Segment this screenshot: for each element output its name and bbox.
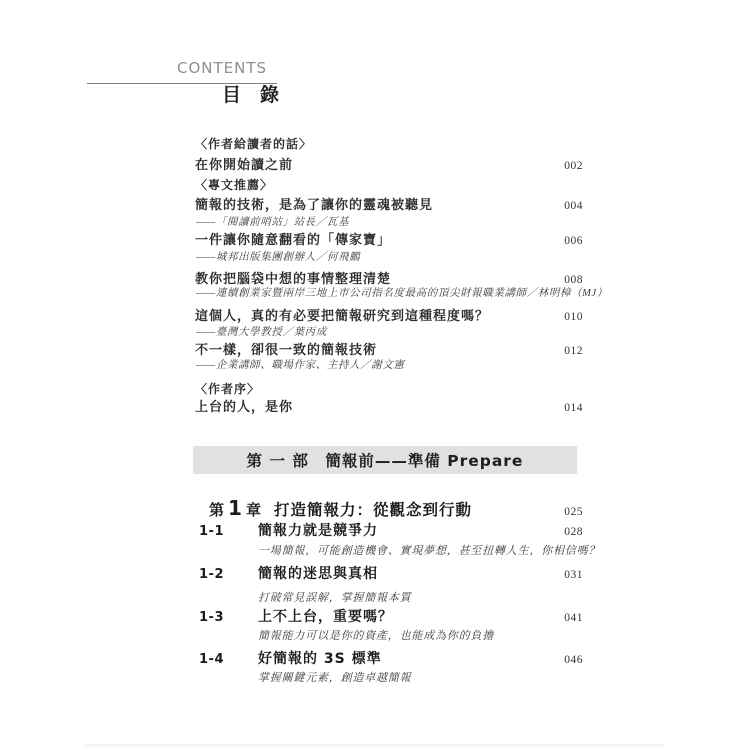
contents-label: CONTENTS [177, 59, 268, 77]
chapter-label-post: 章 [245, 501, 261, 519]
toc-section-label: 〈作者給讀者的話〉 [195, 137, 313, 151]
toc-entry [195, 271, 583, 287]
toc-entry-title: 上台的人，是你 [195, 399, 294, 414]
toc-entry-attribution: ——「閱讀前哨站」站長／瓦基 [196, 217, 350, 228]
subsection-number: 1-2 [199, 567, 224, 582]
toc-entry-title: 一件讓你隨意翻看的「傳家寶」 [195, 232, 392, 247]
toc-entry [195, 232, 583, 248]
subsection-page: 041 [564, 612, 583, 624]
subsection-note: 一場簡報，可能創造機會、實現夢想，甚至扭轉人生，你相信嗎？ [258, 545, 601, 557]
subsection-page: 031 [564, 569, 583, 581]
toc-entry [195, 157, 583, 173]
toc-entry-attribution: ——企業講師、職場作家、主持人／謝文憲 [196, 360, 405, 371]
page-bottom-strip [85, 744, 665, 747]
part-header: 第 一 部 簡報前——準備 Prepare [193, 446, 577, 474]
toc-subsection [199, 566, 583, 583]
toc-entry-title: 在你開始讀之前 [195, 157, 294, 172]
subsection-title: 好簡報的 3S 標準 [258, 651, 382, 667]
chapter-row [209, 496, 583, 520]
toc-entry [195, 308, 583, 324]
subsection-title: 簡報力就是競爭力 [258, 523, 378, 539]
toc-entry-page: 014 [564, 402, 583, 414]
chapter-number: 1 [228, 496, 242, 520]
toc-entry-page: 004 [564, 200, 583, 212]
toc-entry-attribution: ——連續創業家暨兩岸三地上市公司指名度最高的頂尖財報職業講師／林明樟（MJ） [196, 288, 608, 299]
subsection-title: 上不上台，重要嗎？ [258, 609, 393, 625]
toc-subsection [199, 523, 583, 540]
toc-entry [195, 399, 583, 415]
toc-entry [195, 342, 583, 358]
chapter-label-pre: 第 [209, 501, 225, 519]
toc-entry-page: 010 [564, 311, 583, 323]
subsection-number: 1-4 [199, 652, 224, 667]
toc-subsection [199, 609, 583, 626]
toc-entry-page: 006 [564, 235, 583, 247]
subsection-title: 簡報的迷思與真相 [258, 566, 378, 582]
toc-entry-attribution: ——城邦出版集團創辦人／何飛鵬 [196, 252, 361, 263]
subsection-note: 簡報能力可以是你的資產，也能成為你的負擔 [258, 630, 494, 642]
subsection-page: 028 [564, 526, 583, 538]
toc-subsection [199, 651, 583, 668]
toc-section-label: 〈專文推薦〉 [195, 178, 274, 192]
toc-entry-title: 不一樣，卻很一致的簡報技術 [195, 342, 378, 357]
subsection-note: 掌握關鍵元素，創造卓越簡報 [258, 672, 412, 684]
toc-entry [195, 197, 583, 213]
toc-entry-title: 簡報的技術，是為了讓你的靈魂被聽見 [195, 197, 434, 212]
subsection-note: 打破常見誤解，掌握簡報本質 [258, 592, 412, 604]
subsection-number: 1-3 [199, 610, 224, 625]
header-divider [87, 83, 277, 84]
subsection-number: 1-1 [199, 524, 224, 539]
toc-entry-attribution: ——臺灣大學教授／葉丙成 [196, 327, 327, 338]
chapter-page: 025 [564, 506, 583, 518]
toc-entry-page: 008 [564, 274, 583, 286]
toc-entry-title: 這個人，真的有必要把簡報研究到這種程度嗎？ [195, 308, 490, 323]
toc-entry-page: 012 [564, 345, 583, 357]
chapter-title: 打造簡報力：從觀念到行動 [273, 501, 472, 519]
subsection-page: 046 [564, 654, 583, 666]
page-title: 目 錄 [222, 85, 280, 106]
toc-entry-page: 002 [564, 160, 583, 172]
toc-section-label: 〈作者序〉 [195, 382, 261, 396]
toc-entry-title: 教你把腦袋中想的事情整理清楚 [195, 271, 392, 286]
